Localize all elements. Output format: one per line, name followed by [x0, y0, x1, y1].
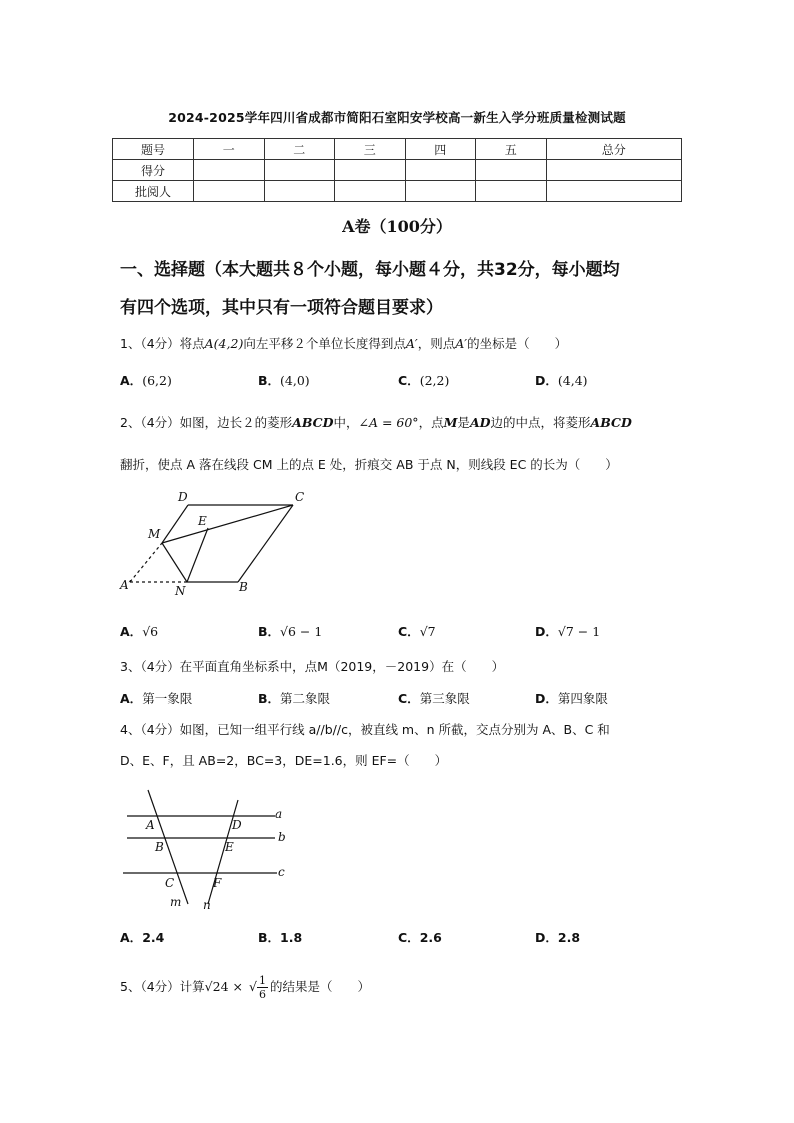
score-table-cell: 二 — [264, 139, 335, 160]
score-input-cell[interactable] — [476, 160, 547, 181]
label-c: c — [278, 865, 285, 879]
score-table-cell: 三 — [335, 139, 406, 160]
grader-input-cell[interactable] — [194, 181, 265, 202]
question-2-line1: 2、（4分）如图，边长２的菱形ABCD中，∠A = 60°，点M是AD边的中点，将菱形ABCD — [120, 415, 632, 430]
score-table-cell: 批阅人 — [113, 181, 194, 202]
q1-option-a[interactable]: A．(6,2) — [120, 373, 172, 388]
edge-cb — [238, 505, 293, 582]
q3-option-a[interactable]: A．第一象限 — [120, 691, 193, 706]
score-table-cell: 题号 — [113, 139, 194, 160]
grader-input-cell[interactable] — [476, 181, 547, 202]
q4-option-c[interactable]: C．2.6 — [398, 930, 442, 945]
label-point-b: B — [155, 840, 164, 854]
label-b: b — [278, 830, 286, 844]
q3-option-d[interactable]: D．第四象限 — [535, 691, 608, 706]
score-table — [112, 138, 682, 202]
fraction: √ $\frac{1}{6}$ — [248, 974, 266, 1001]
label-e: E — [198, 514, 207, 528]
score-table-cell: 五 — [476, 139, 547, 160]
q4-option-a[interactable]: A．2.4 — [120, 930, 165, 945]
score-table-cell: 得分 — [113, 160, 194, 181]
q2-option-c[interactable]: C．√7 — [398, 624, 436, 639]
q2-option-a[interactable]: A．√6 — [120, 624, 159, 639]
question-4-line2: D、E、F，且 AB=2，BC=3，DE=1.6，则 EF=（ ） — [120, 753, 448, 768]
label-point-e: E — [225, 840, 234, 854]
label-d: D — [178, 490, 188, 504]
question-2-line2: 翻折，使点 A 落在线段 CM 上的点 E 处，折痕交 AB 于点 N，则线段 EC 的长为（ ） — [120, 457, 618, 472]
q2-option-d[interactable]: D．√7 − 1 — [535, 624, 601, 639]
grader-input-cell[interactable] — [335, 181, 406, 202]
score-input-cell[interactable] — [335, 160, 406, 181]
label-point-d: D — [232, 818, 242, 832]
score-table-row — [113, 160, 682, 181]
q1-option-d[interactable]: D．(4,4) — [535, 373, 588, 388]
section1-heading-line2: 有四个选项，其中只有一项符合题目要求） — [120, 298, 443, 318]
edge-en — [187, 528, 208, 582]
edge-dm — [162, 505, 188, 543]
label-c: C — [295, 490, 305, 504]
question-3: 3、（4分）在平面直角坐标系中，点M（2019，－2019）在（ ） — [120, 659, 505, 674]
rhombus-figure — [110, 485, 320, 600]
q4-option-d[interactable]: D．2.8 — [535, 930, 581, 945]
question-1: 1、（4分）将点A(4,2)向左平移２个单位长度得到点A′，则点A′的坐标是（ ） — [120, 336, 568, 351]
label-a-prime: A′ — [120, 578, 132, 592]
grader-input-cell[interactable] — [546, 181, 682, 202]
edge-am-dashed — [130, 543, 162, 582]
grader-input-cell[interactable] — [405, 181, 476, 202]
parallel-lines-figure — [115, 782, 305, 912]
q1-option-b[interactable]: B．(4,0) — [258, 373, 310, 388]
score-input-cell[interactable] — [264, 160, 335, 181]
label-point-c: C — [165, 876, 175, 890]
score-table-header-row — [113, 139, 682, 160]
label-point-a: A — [146, 818, 155, 832]
score-input-cell[interactable] — [194, 160, 265, 181]
edge-mc — [162, 505, 293, 543]
label-m: m — [170, 895, 182, 909]
q3-option-c[interactable]: C．第三象限 — [398, 691, 470, 706]
score-table-row — [113, 181, 682, 202]
score-input-cell[interactable] — [405, 160, 476, 181]
q2-option-b[interactable]: B．√6 − 1 — [258, 624, 323, 639]
question-5: 5、（4分）计算√24 × √ $\frac{1}{6}$ 的结果是（ ） — [120, 974, 370, 1001]
question-4-line1: 4、（4分）如图，已知一组平行线 a//b//c，被直线 m、n 所截，交点分别为 A、B、C 和 — [120, 722, 610, 737]
label-a: a — [275, 807, 283, 821]
q1-option-c[interactable]: C．(2,2) — [398, 373, 450, 388]
q3-option-b[interactable]: B．第二象限 — [258, 691, 331, 706]
label-b: B — [239, 580, 248, 594]
score-table-cell: 总分 — [546, 139, 682, 160]
grader-input-cell[interactable] — [264, 181, 335, 202]
label-point-f: F — [213, 876, 222, 890]
q4-option-b[interactable]: B．1.8 — [258, 930, 303, 945]
score-input-cell[interactable] — [546, 160, 682, 181]
page-title: 2024-2025学年四川省成都市简阳石室阳安学校高一新生入学分班质量检测试题 — [168, 110, 626, 125]
score-table-cell: 四 — [405, 139, 476, 160]
section1-heading-line1: 一、选择题（本大题共８个小题，每小题４分，共32分，每小题均 — [120, 260, 620, 280]
section-a-title: A卷（100分） — [342, 217, 452, 236]
label-m: M — [148, 527, 161, 541]
score-table-cell: 一 — [194, 139, 265, 160]
label-n: n — [203, 898, 211, 912]
edge-mn — [162, 543, 187, 582]
label-n: N — [175, 584, 186, 598]
